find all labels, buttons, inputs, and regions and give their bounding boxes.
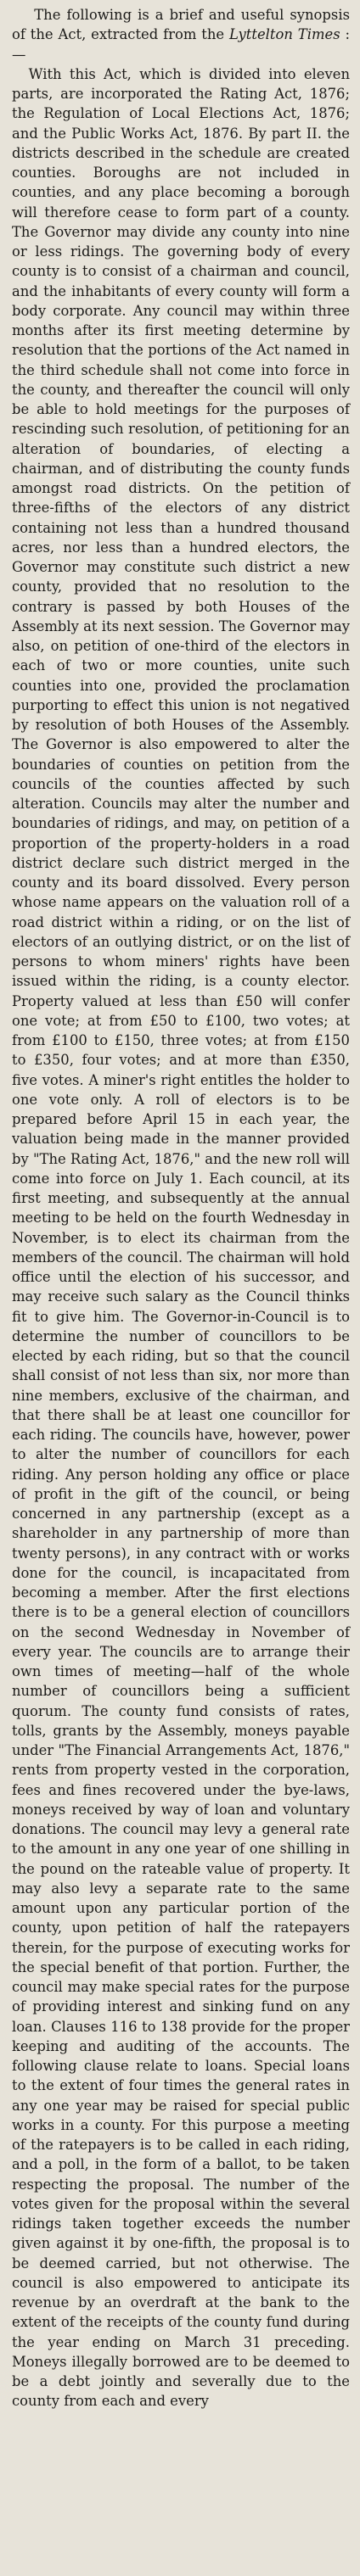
intro-text: The following is a brief and useful synopsis of the Act, extracted from the xyxy=(12,7,350,43)
synopsis-body: With this Act, which is divided into eleven parts, are incorporated the Rating Act, 1876; the Regulation of Local Elections Act, 1876; and the Public Works Act, 1876. By part II. the districts described in the schedule are created counties. Boroughs are not included in counties, and any place becoming a borough will therefore cease to form part of a county. The Governor may divide any county into nine or less ridings. The governing body of every county is to consist of a chairman and council, and the inhabitants of every county will form a body corporate. Any council may within three months after its first meeting determine by resolution that the portions of the Act named in the third schedule shall not come into force in the county, and thereafter the council will only be able to hold meetings for the purposes of rescinding such resolution, of petitioning for an alteration of boundaries, of electing a chairman, and of distributing the county funds amongst road districts. On the petition of three-fifths of the electors of any district containing not less than a hundred thousand acres, nor less than a hundred electors, the Governor may constitute such district a new county, provided that no resolution to the contrary is passed by both Houses of the Assembly at its next session. The Governor may also, on petition of one-third of the electors in each of two or more counties, unite such counties into one, provided the proclamation purporting to effect this union is not negatived by resolution of both Houses of the Assembly. The Governor is also empowered to alter the boundaries of counties on petition from the councils of the counties affected by such alteration. Councils may alter the number and boundaries of ridings, and may, on petition of a proportion of the property-holders in a road district declare such district merged in the county and its board dissolved. Every person whose name appears on the valuation roll of a road district within a riding, or on the list of electors of an outlying district, or on the list of persons to whom miners' rights have been issued within the riding, is a county elector. Property valued at less than £50 will confer one vote; at from £50 to £100, two votes; at from £100 to £150, three votes; at from £150 to £350, four votes; and at more than £350, five votes. A miner's right entitles the holder to one vote only. A roll of electors is to be prepared before April 15 in each year, the valuation being made in the manner provided by "The Rating Act, 1876," and the new roll will come into force on July 1. Each council, at its first meeting, and subsequently at the annual meeting to be held on the fourth Wednesday in November, is to elect its chairman from the members of the council. The chairman will hold office until the election of his successor, and may receive such salary as the Council thinks fit to give him. The Governor-in-Council is to determine the number of councillors to be elected by each riding, but so that the council shall consist of not less than six, nor more than nine members, exclusive of the chairman, and that there shall be at least one councillor for each riding. The councils have, however, power to alter the number of councillors for each riding. Any person holding any office or place of profit in the gift of the council, or being concerned in any partnership (except as a shareholder in any partnership of more than twenty persons), in any contract with or works done for the council, is incapacitated from becoming a member. After the first elections there is to be a general election of councillors on the second Wednesday in November of every year. The councils are to arrange their own times of meeting—half of the whole number of councillors being a sufficient quorum. The county fund consists of rates, tolls, grants by the Assembly, moneys payable under "The Financial Arrangements Act, 1876," rents from property vested in the corporation, fees and fines recovered under the bye-laws, moneys received by way of loan and voluntary donations. The council may levy a general rate to the amount in any one year of one shilling in the pound on the rateable value of property. It may also levy a separate rate to the same amount upon any particular portion of the county, upon petition of half the ratepayers therein, for the purpose of executing works for the special benefit of that portion. Further, the council may make special rates for the purpose of providing interest and sinking fund on any loan. Clauses 116 to 138 provide for the proper keeping and auditing of the accounts. The following clause relate to loans. Special loans to the extent of four times the general rates in any one year may be raised for special public works in a county. For this purpose a meeting of the ratepayers is to be called in each riding, and a poll, in the form of a ballot, to be taken respecting the proposal. The number of the votes given for the proposal within the several ridings taken together exceeds the number given against it by one-fifth, the proposal is to be deemed carried, but not otherwise. The council is also empowered to anticipate its revenue by an overdraft at the bank to the extent of the receipts of the county fund during the year ending on March 31 preceding. Moneys illegally borrowed are to be deemed to be a debt jointly and severally due to the county from each and every xyxy=(12,65,350,2410)
source-publication: Lyttelton Times xyxy=(228,26,340,43)
intro-punctuation: :— xyxy=(12,26,350,63)
intro-paragraph xyxy=(12,5,350,64)
